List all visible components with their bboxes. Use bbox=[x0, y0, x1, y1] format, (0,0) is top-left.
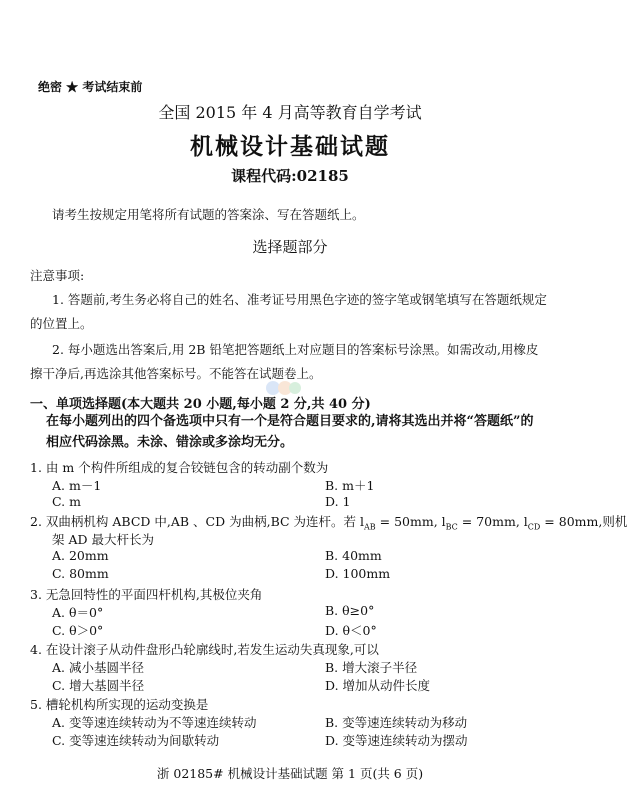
question-5: 5. 槽轮机构所实现的运动变换是 bbox=[30, 697, 209, 712]
subject-title: 机械设计基础试题 bbox=[190, 133, 390, 160]
option-c: C. θ＞0° bbox=[52, 623, 104, 638]
question-4: 4. 在设计滚子从动件盘形凸轮廓线时,若发生运动失真现象,可以 bbox=[30, 642, 379, 657]
question-3: 3. 无急回特性的平面四杆机构,其极位夹角 bbox=[30, 587, 263, 602]
option-c: C. 变等速连续转动为间歇转动 bbox=[52, 733, 220, 748]
option-b: B. 变等速连续转动为移动 bbox=[325, 715, 468, 730]
subscript-ab: AB bbox=[364, 522, 376, 532]
option-c: C. m bbox=[52, 494, 81, 509]
page-footer: 浙 02185# 机械设计基础试题 第 1 页(共 6 页) bbox=[156, 766, 424, 781]
option-a: A. 变等速连续转动为不等速连续转动 bbox=[52, 715, 257, 730]
option-d: D. θ＜0° bbox=[325, 623, 377, 638]
question-2-text-b: = 50mm, l bbox=[375, 514, 446, 529]
option-b: B. θ≥0° bbox=[325, 603, 375, 618]
option-b: B. m＋1 bbox=[325, 478, 375, 493]
answer-instruction: 请考生按规定用笔将所有试题的答案涂、写在答题纸上。 bbox=[52, 207, 365, 222]
option-a: A. 减小基圆半径 bbox=[52, 660, 144, 675]
section-heading: 一、单项选择题(本大题共 20 小题,每小题 2 分,共 40 分) bbox=[30, 397, 371, 412]
option-d: D. 变等速连续转动为摆动 bbox=[325, 733, 468, 748]
part-title: 选择题部分 bbox=[252, 238, 328, 256]
question-2-text-a: 2. 双曲柄机构 ABCD 中,AB 、CD 为曲柄,BC 为连杆。若 l bbox=[30, 514, 364, 529]
note-item: 1. 答题前,考生务必将自己的姓名、准考证号用黑色字迹的签字笔或钢笔填写在答题纸规定的位置上。 bbox=[30, 292, 547, 331]
option-b: B. 增大滚子半径 bbox=[325, 660, 418, 675]
secret-label: 绝密 ★ 考试结束前 bbox=[38, 80, 143, 94]
option-d: D. 100mm bbox=[325, 566, 391, 581]
course-code: 课程代码:02185 bbox=[231, 167, 349, 185]
question-1: 1. 由 m 个构件所组成的复合铰链包含的转动副个数为 bbox=[30, 460, 329, 475]
note-item: 2. 每小题选出答案后,用 2B 铅笔把答题纸上对应题目的答案标号涂黑。如需改动,用橡皮擦干净后,再选涂其他答案标号。不能答在试题卷上。 bbox=[30, 342, 539, 381]
question-2 bbox=[30, 512, 627, 532]
subscript-bc: BC bbox=[445, 522, 458, 532]
option-d: D. 1 bbox=[325, 494, 351, 509]
option-c: C. 增大基圆半径 bbox=[52, 678, 145, 693]
subscript-cd: CD bbox=[527, 522, 541, 532]
question-2-line-2: 架 AD 最大杆长为 bbox=[52, 532, 154, 547]
option-a: A. θ＝0° bbox=[52, 605, 104, 620]
option-b: B. 40mm bbox=[325, 548, 382, 563]
question-2-text-d: = 80mm,则机 bbox=[540, 514, 627, 529]
exam-title: 全国 2015 年 4 月高等教育自学考试 bbox=[158, 103, 422, 122]
option-a: A. 20mm bbox=[52, 548, 109, 563]
notes-title: 注意事项: bbox=[30, 268, 85, 283]
option-a: A. m－1 bbox=[52, 478, 102, 493]
question-2-text-c: = 70mm, l bbox=[457, 514, 528, 529]
option-c: C. 80mm bbox=[52, 566, 109, 581]
section-description: 在每小题列出的四个备选项中只有一个是符合题目要求的,请将其选出并将“答题纸”的相应代码涂黑。未涂、错涂或多涂均无分。 bbox=[46, 414, 534, 450]
option-d: D. 增加从动件长度 bbox=[325, 678, 431, 693]
